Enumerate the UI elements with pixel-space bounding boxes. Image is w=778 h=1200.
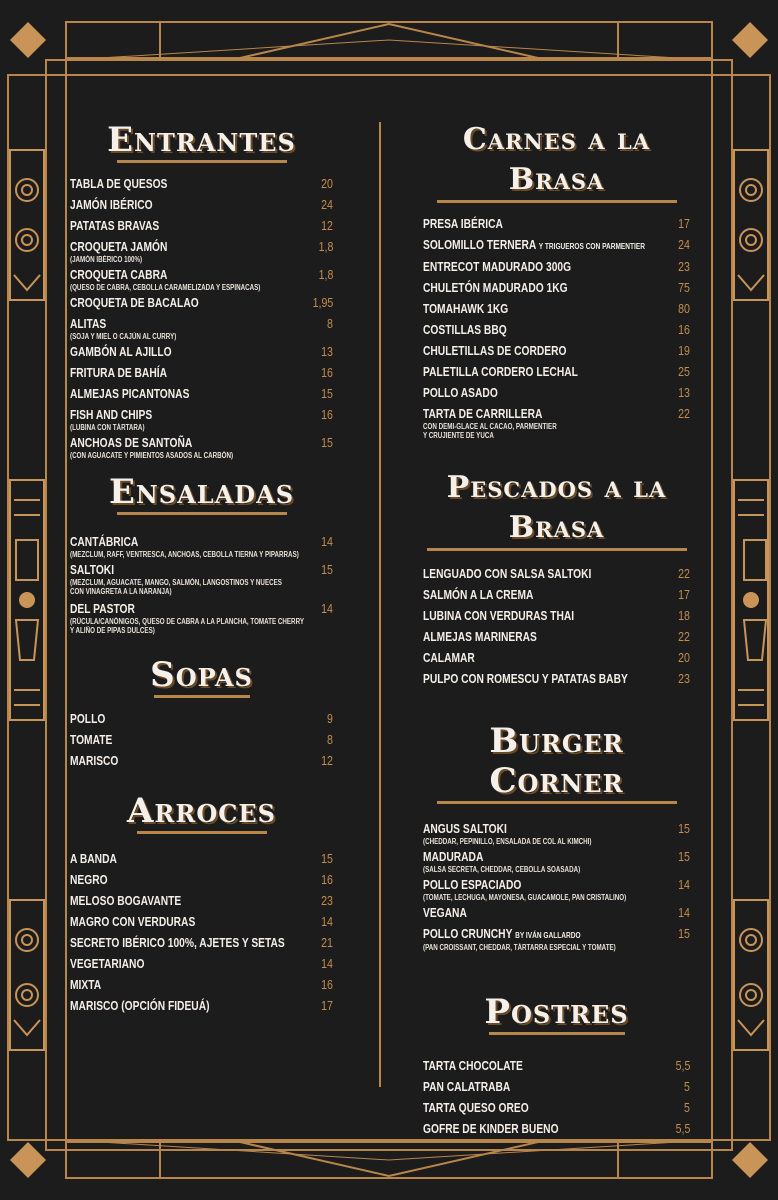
item-price: 1,8 — [318, 268, 333, 282]
item-price: 15 — [678, 927, 690, 941]
item-name-text: POLLO CRUNCHY — [423, 927, 513, 941]
section-burger-corner — [423, 721, 690, 952]
item-description-line2: Y CRUJIENTE DE YUCA — [423, 431, 494, 440]
menu-item — [70, 915, 333, 930]
section-title: Ensaladas — [108, 472, 295, 512]
item-name: MELOSO BOGAVANTE — [70, 894, 182, 908]
menu-item — [423, 217, 690, 232]
section-title: Carnes a la Brasa — [462, 122, 651, 197]
item-name: JAMÓN IBÉRICO — [70, 198, 153, 212]
menu-item — [423, 1101, 690, 1116]
item-description: CON DEMI-GLACE AL CACAO, PARMENTIER — [423, 422, 557, 431]
item-name: FISH AND CHIPS — [70, 408, 153, 422]
item-name: GOFRE DE KINDER BUENO — [423, 1122, 559, 1136]
item-price: 5,5 — [675, 1059, 690, 1073]
menu-item — [70, 436, 333, 460]
item-name: TOMATE — [70, 733, 113, 747]
item-list — [70, 177, 333, 460]
item-price: 5,5 — [675, 1122, 690, 1136]
menu-item — [70, 535, 333, 559]
item-name: CANTÁBRICA — [70, 535, 139, 549]
title-underline — [437, 200, 677, 203]
menu-item — [423, 672, 690, 687]
item-name: GAMBÓN AL AJILLO — [70, 345, 172, 359]
item-name: LUBINA CON VERDURAS THAI — [423, 609, 575, 623]
item-list — [70, 712, 333, 769]
item-price: 75 — [678, 281, 690, 295]
item-price: 16 — [321, 408, 333, 422]
section-title: Sopas — [150, 655, 253, 695]
menu-item — [70, 296, 333, 311]
item-name: SALMÓN A LA CREMA — [423, 588, 534, 602]
item-name: CROQUETA DE BACALAO — [70, 296, 199, 310]
item-name: MADURADA — [423, 850, 484, 864]
menu-item — [423, 1080, 690, 1095]
menu-item — [423, 927, 690, 952]
right-column — [423, 120, 690, 1143]
item-name: MARISCO (OPCIÓN FIDEUÁ) — [70, 999, 210, 1013]
menu-item — [423, 260, 690, 275]
item-price: 13 — [678, 386, 690, 400]
item-name: FRITURA DE BAHÍA — [70, 366, 167, 380]
item-name: LENGUADO CON SALSA SALTOKI — [423, 567, 592, 581]
item-price: 14 — [321, 915, 333, 929]
item-price: 14 — [321, 535, 333, 549]
item-name: CHULETILLAS DE CORDERO — [423, 344, 567, 358]
item-name: SECRETO IBÉRICO 100%, AJETES Y SETAS — [70, 936, 285, 950]
item-name: NEGRO — [70, 873, 108, 887]
section-carnes — [423, 120, 690, 440]
menu-item — [70, 852, 333, 867]
item-name: POLLO ASADO — [423, 386, 498, 400]
menu-item — [423, 850, 690, 874]
item-name: CROQUETA JAMÓN — [70, 240, 168, 254]
item-price: 14 — [678, 906, 690, 920]
item-name: SALTOKI — [70, 563, 115, 577]
item-name: TARTA QUESO OREO — [423, 1101, 529, 1115]
menu-item — [423, 1122, 690, 1137]
item-list — [423, 1059, 690, 1137]
item-price: 22 — [678, 567, 690, 581]
item-price: 22 — [678, 407, 690, 421]
menu-item — [423, 906, 690, 921]
menu-item — [70, 317, 333, 341]
item-price: 15 — [678, 850, 690, 864]
item-tag: BY IVÁN GALLARDO — [515, 931, 581, 940]
menu-item — [423, 651, 690, 666]
item-price: 17 — [678, 217, 690, 231]
menu-item — [423, 302, 690, 317]
section-arroces — [70, 791, 333, 1014]
item-name: TABLA DE QUESOS — [70, 177, 168, 191]
title-underline — [489, 1032, 625, 1035]
item-description: (SALSA SECRETA, CHEDDAR, CEBOLLA SOASADA) — [423, 865, 581, 874]
menu-item — [70, 177, 333, 192]
section-ensaladas — [70, 472, 333, 635]
menu-item — [423, 609, 690, 624]
item-name: POLLO ESPACIADO — [423, 878, 522, 892]
item-price: 14 — [321, 602, 333, 616]
left-column — [70, 120, 333, 1020]
item-price: 24 — [678, 238, 690, 252]
item-price: 16 — [321, 978, 333, 992]
item-name: A BANDA — [70, 852, 117, 866]
section-title: Burger Corner — [489, 721, 624, 801]
menu-item — [423, 822, 690, 846]
item-price: 16 — [678, 323, 690, 337]
item-description: (MEZCLUM, AGUACATE, MANGO, SALMÓN, LANGOSTINOS Y NUECES — [70, 578, 282, 587]
menu-item — [70, 712, 333, 727]
item-description: (JAMÓN IBÉRICO 100%) — [70, 255, 143, 264]
item-name: ANGUS SALTOKI — [423, 822, 507, 836]
item-description: (PAN CROISSANT, CHEDDAR, TÁRTARRA ESPECIAL Y TOMATE) — [423, 943, 616, 952]
menu-item — [423, 630, 690, 645]
item-price: 20 — [321, 177, 333, 191]
menu-item — [423, 323, 690, 338]
menu-item — [423, 588, 690, 603]
item-price: 24 — [321, 198, 333, 212]
item-name: PULPO CON ROMESCU Y PATATAS BABY — [423, 672, 628, 686]
item-name: MIXTA — [70, 978, 102, 992]
item-list — [423, 567, 690, 687]
title-underline — [117, 512, 287, 515]
menu-item — [70, 873, 333, 888]
menu-item — [423, 386, 690, 401]
item-name: TOMAHAWK 1KG — [423, 302, 509, 316]
item-name: ANCHOAS DE SANTOÑA — [70, 436, 193, 450]
item-price: 5 — [684, 1080, 690, 1094]
item-name: ALMEJAS MARINERAS — [423, 630, 537, 644]
menu-item — [70, 978, 333, 993]
menu-item — [70, 387, 333, 402]
item-name — [423, 238, 645, 254]
menu-item — [423, 878, 690, 902]
section-postres — [423, 992, 690, 1137]
item-name: PATATAS BRAVAS — [70, 219, 160, 233]
item-price: 8 — [327, 317, 333, 331]
item-price: 23 — [678, 672, 690, 686]
item-name: CHULETÓN MADURADO 1KG — [423, 281, 568, 295]
item-description: (CON AGUACATE Y PIMIENTOS ASADOS AL CARBÓN) — [70, 451, 234, 460]
title-underline — [437, 801, 677, 804]
item-name: ALMEJAS PICANTONAS — [70, 387, 190, 401]
menu-item — [70, 957, 333, 972]
item-price: 15 — [321, 563, 333, 577]
item-name: CALAMAR — [423, 651, 475, 665]
item-name: ENTRECOT MADURADO 300G — [423, 260, 572, 274]
item-price: 80 — [678, 302, 690, 316]
item-name: PALETILLA CORDERO LECHAL — [423, 365, 578, 379]
item-description: (MEZCLUM, RAFF, VENTRESCA, ANCHOAS, CEBOLLA TIERNA Y PIPARRAS) — [70, 550, 299, 559]
item-name: PRESA IBÉRICA — [423, 217, 503, 231]
menu-item — [70, 268, 333, 292]
item-name: CROQUETA CABRA — [70, 268, 168, 282]
menu-item — [423, 567, 690, 582]
item-description: (RÚCULA/CANÓNIGOS, QUESO DE CABRA A LA PLANCHA, TOMATE CHERRY — [70, 617, 304, 626]
item-price: 15 — [321, 436, 333, 450]
section-sopas — [70, 655, 333, 769]
menu-item — [70, 999, 333, 1014]
item-price: 9 — [327, 712, 333, 726]
item-price: 18 — [678, 609, 690, 623]
item-price: 17 — [678, 588, 690, 602]
item-price: 23 — [678, 260, 690, 274]
menu-item — [423, 344, 690, 359]
section-entrantes — [70, 120, 333, 460]
menu-item — [70, 602, 333, 635]
item-price: 23 — [321, 894, 333, 908]
item-list — [423, 822, 690, 952]
item-description-line2: Y ALIÑO DE PIPAS DULCES) — [70, 626, 155, 635]
item-description: (TOMATE, LECHUGA, MAYONESA, GUACAMOLE, PAN CRISTALINO) — [423, 893, 627, 902]
item-price: 20 — [678, 651, 690, 665]
item-price: 25 — [678, 365, 690, 379]
column-divider — [379, 122, 381, 1087]
item-name: POLLO — [70, 712, 106, 726]
item-price: 15 — [678, 822, 690, 836]
menu-item — [70, 563, 333, 596]
section-title: Pescados a la Brasa — [446, 470, 667, 545]
item-name: ALITAS — [70, 317, 107, 331]
item-name: TARTA DE CARRILLERA — [423, 407, 543, 421]
menu-item — [70, 240, 333, 264]
menu-item — [423, 365, 690, 380]
item-tag: Y TRIGUEROS CON PARMENTIER — [538, 242, 645, 251]
item-name: VEGETARIANO — [70, 957, 145, 971]
item-name: COSTILLAS BBQ — [423, 323, 507, 337]
section-title: Arroces — [127, 791, 276, 831]
item-price: 15 — [321, 852, 333, 866]
menu-item — [70, 408, 333, 432]
item-price: 14 — [678, 878, 690, 892]
item-price: 8 — [327, 733, 333, 747]
item-description-line2: CON VINAGRETA A LA NARANJA) — [70, 587, 172, 596]
item-price: 16 — [321, 873, 333, 887]
item-price: 1,8 — [318, 240, 333, 254]
title-underline — [137, 831, 267, 834]
item-name: VEGANA — [423, 906, 467, 920]
menu-item — [70, 345, 333, 360]
item-description: (SOJA Y MIEL O CAJÚN AL CURRY) — [70, 332, 177, 341]
item-name: MARISCO — [70, 754, 119, 768]
menu-item — [70, 198, 333, 213]
item-price: 14 — [321, 957, 333, 971]
item-price: 22 — [678, 630, 690, 644]
section-title: Postres — [484, 992, 629, 1032]
menu-item — [70, 733, 333, 748]
item-description: (LUBINA CON TÁRTARA) — [70, 423, 145, 432]
menu-item — [423, 238, 690, 254]
item-name: DEL PASTOR — [70, 602, 135, 616]
item-price: 12 — [321, 754, 333, 768]
title-underline — [154, 695, 250, 698]
menu-item — [70, 936, 333, 951]
item-name: TARTA CHOCOLATE — [423, 1059, 523, 1073]
title-underline — [427, 548, 687, 551]
item-price: 12 — [321, 219, 333, 233]
title-underline — [117, 160, 287, 163]
menu-item — [423, 1059, 690, 1074]
section-pescados — [423, 468, 690, 687]
item-description: (QUESO DE CABRA, CEBOLLA CARAMELIZADA Y ESPINACAS) — [70, 283, 261, 292]
item-list — [70, 852, 333, 1014]
item-name-text: SOLOMILLO TERNERA — [423, 238, 536, 252]
item-price: 5 — [684, 1101, 690, 1115]
item-price: 15 — [321, 387, 333, 401]
item-list — [423, 217, 690, 440]
menu-item — [423, 281, 690, 296]
item-description: (CHEDDAR, PEPINILLO, ENSALADA DE COL AL KIMCHI) — [423, 837, 592, 846]
item-price: 21 — [321, 936, 333, 950]
menu-item — [70, 366, 333, 381]
menu-item — [70, 894, 333, 909]
menu-item — [423, 407, 690, 440]
menu-item — [70, 754, 333, 769]
item-name — [423, 927, 619, 943]
item-price: 19 — [678, 344, 690, 358]
section-title: Entrantes — [107, 120, 296, 160]
menu-item — [70, 219, 333, 234]
item-price: 17 — [321, 999, 333, 1013]
item-price: 13 — [321, 345, 333, 359]
item-price: 1,95 — [312, 296, 333, 310]
item-list — [70, 535, 333, 635]
item-name: PAN CALATRABA — [423, 1080, 511, 1094]
item-price: 16 — [321, 366, 333, 380]
item-name: MAGRO CON VERDURAS — [70, 915, 196, 929]
